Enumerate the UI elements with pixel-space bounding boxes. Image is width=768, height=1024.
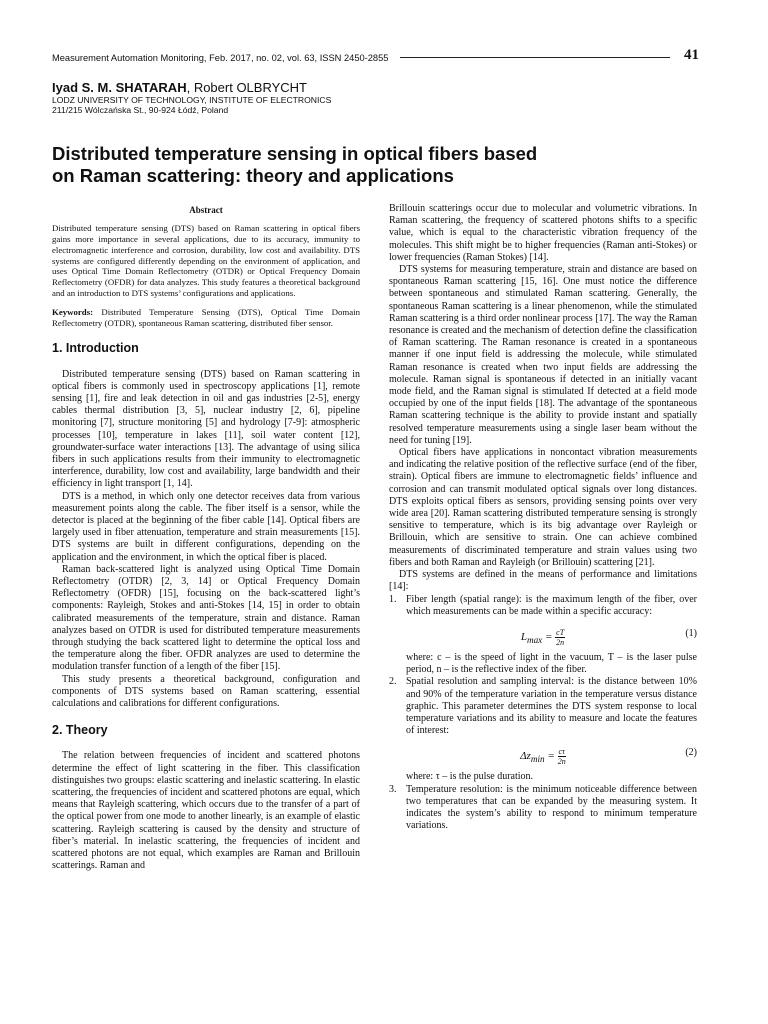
header-rule [400, 57, 670, 58]
performance-list [389, 594, 697, 618]
equals-sign: = [544, 630, 553, 643]
running-header [52, 49, 699, 69]
fraction-numerator: cT [556, 627, 565, 637]
equation-1 [389, 622, 697, 652]
list-item-text: Spatial resolution and sampling interval: is the distance between 10% and 90% of the temperature variation in the temperature versus distance graphic. This parameter determines the DTS system response to local temperature variations and its ability to measure and locate the features of interest: [406, 676, 697, 737]
title-line-2: on Raman scattering: theory and applications [52, 165, 454, 186]
equation-symbol: Δz [520, 750, 531, 763]
paragraph: Raman back-scattered light is analyzed using Optical Time Domain Reflectometry (OTDR) [2, 3, 14] or Optical Frequency Domain Reflectometry (OFDR) [15], focusing on the back-scattered light’s components: Rayleigh, Stokes and anti-Stokes [14, 15] in order to obtain calibrated measurements of the temperature, strain and distance. Raman analyzes based on OTDR is used for distributed temperature measurements through studying the back scattered light to determine the optical loss and the temperature along the fiber. OFDR analyzes are used to determine the modulation transfer function of a length of the fiber [15]. [52, 563, 360, 673]
paper-title [52, 143, 652, 187]
journal-info: Measurement Automation Monitoring, Feb. 2017, no. 02, vol. 63, ISSN 2450-2855 [52, 53, 389, 63]
equation-description: where: τ – is the pulse duration. [406, 771, 534, 783]
equation-symbol: L [520, 630, 527, 643]
author-secondary: , Robert OLBRYCHT [186, 80, 308, 95]
paragraph: The relation between frequencies of incident and scattered photons determine the effect of light scattering in the fiber. This classification distinguishes two groups: elastic scattering and inelastic scattering. In elastic scattering, the frequencies of incident and scattered photons are equal, which means that Rayleigh scattering, which occurs due to the transfer of a part of the optical power from one mode to another linearly, is an example of elastic scattering. Rayleigh scattering is caused by the density and structure of fiber’s material. In inelastic scattering, the frequencies of incident and scattered photons are not equal, which examples are Raman and Brillouin scatterings. Raman and [52, 750, 360, 872]
equals-sign: = [547, 750, 555, 763]
abstract-text: Distributed temperature sensing (DTS) based on Raman scattering in optical fibers gains more importance in several applications, due to its accuracy, immunity to electromagnetic interference and corrosion, durability, low cost and availability. DTS systems are configured differently depending on the environment of application, and uses Optical Time Domain Reflectometry (OTDR) or Optical Frequency Domain Reflectometry (OFDR) for data analyzes. This study features a theoretical background and an introduction to DTS systems’ configurations and applications. [52, 223, 360, 298]
list-item-text: Fiber length (spatial range): is the maximum length of the fiber, over which measurements can be made within a specific accuracy: [406, 593, 697, 617]
list-item [389, 594, 697, 618]
right-column [389, 203, 697, 832]
paragraph: Brillouin scatterings occur due to molecular and volumetric vibrations. In Raman scattering, the frequency of scattered photons shifts to a specific value, which is equal to the characteristic vibration frequency of the molecules. This shift might be to higher frequencies (Raman anti-Stokes) or lower frequencies (Raman Stokes) [14]. [389, 203, 697, 263]
paragraph: DTS systems for measuring temperature, strain and distance are based on spontaneous Raman scattering [15, 16]. One must notice the difference between spontaneous and stimulated Raman scattering. Generally, the spontaneous Raman scattering is a linear phenomenon, while the stimulated Raman scattering is a third order nonlinear process [17]. The way the Raman resonance is created and the mechanism of detection define the classification of Raman scattering. The Raman resonance is created in a spontaneous manner if one input field is addressing the molecule, while stimulated Raman resonance is created when two input fields are addressing the molecule. Raman signal is spontaneous if detected in an initially vacant mode field, and the Raman signal is stimulated If detected at a field mode occupied by one of the input fields [18]. The advantage of the spontaneous Raman scattering technique is the ability to provide instant and spatially resolved temperature measurements using a single laser beam without the need for tuning [19]. [389, 264, 697, 446]
address: 211/215 Wólczańska St., 90-924 Łódź, Poland [52, 105, 229, 115]
affiliation [52, 95, 331, 115]
paragraph: Optical fibers have applications in noncontact vibration measurements and indicating the relative position of the reflective surface (end of the fiber, strain). Optical fibers are immune to electromagnetic fields’ influence and corrosion and can transmit modulated optical signals over long distances. DTS exploits optical fibers as sensors, providing sensing points over very wide area [20]. Raman scattering distributed temperature sensing is strongly sensitive to temperature, which is its big advantage over Rayleigh or Brillouin, which are sensitive to strain. One can achieve combined measurements of discriminated temperature and strain values using two fibers and both Raman and Rayleigh (or Brillouin) scattering [21]. [389, 447, 697, 568]
performance-list-continued [389, 676, 697, 737]
fraction-numerator: cτ [558, 747, 565, 757]
equation-fraction [555, 628, 565, 647]
list-number: 2. [389, 676, 397, 688]
equation-subscript: min [530, 754, 545, 765]
paragraph: Distributed temperature sensing (DTS) based on Raman scattering in optical fibers is commonly used in spectroscopy applications [1], remote sensing [1], fire and leak detection in oil and gas industries [2-5], energy cables thermal distribution [3, 5], nuclear industry [2, 6], pipeline monitoring [7], structure monitoring [5] and hydrology [7-9]: atmospheric processes [10], temperature in lakes [11], soil water content [12], groundwater-surface water interactions [13]. The advantage of using silica fibers in such applications results from their immunity to electromagnetic interference, durability, low cost and availability, large bandwidth and their efficiency in light transport [1, 14]. [52, 368, 360, 490]
section-heading-introduction: 1. Introduction [52, 341, 139, 356]
author-primary: Iyad S. M. SHATARAH [52, 80, 187, 95]
equation-description: where: c – is the speed of light in the vacuum, T – is the laser pulse period, n – is the reflective index of the fiber. [406, 651, 697, 676]
list-number: 3. [389, 783, 397, 795]
equation-body [389, 628, 697, 647]
institution: LODZ UNIVERSITY OF TECHNOLOGY, INSTITUTE OF ELECTRONICS [52, 95, 332, 105]
list-item [389, 676, 697, 737]
title-line-1: Distributed temperature sensing in optical fibers based [52, 143, 538, 164]
list-item [389, 784, 697, 833]
keywords-label: Keywords: [52, 306, 94, 317]
abstract-heading: Abstract [189, 205, 223, 215]
equation-2 [389, 741, 697, 771]
paragraph: DTS is a method, in which only one detector receives data from various measurement points along the cable. The fiber itself is a sensor, while the detector is placed at the beginning of the fiber cable [14]. Optical fibers are largely used in fiber attenuation, temperature and strain measurements [15]. DTS systems are built in different configurations, depending on the application and the environment, in which the optical fiber is placed. [52, 490, 360, 563]
list-number: 1. [389, 593, 397, 605]
section-heading-theory: 2. Theory [52, 723, 108, 738]
keywords-text: Distributed Temperature Sensing (DTS), Optical Time Domain Reflectometry (OTDR), spontaneous Raman scattering, distributed fiber sensor. [52, 306, 360, 328]
equation-body [389, 747, 697, 766]
equation-number: (2) [685, 747, 697, 759]
equation-number: (1) [685, 627, 697, 639]
fraction-denominator: 2n [556, 637, 565, 647]
list-item-text: Temperature resolution: is the minimum noticeable difference between two temperatures that can be expanded by the measuring system. It indicates the system’s ability to respond to minimum temperature variations. [406, 783, 697, 832]
page-number: 41 [684, 47, 699, 63]
left-column [52, 203, 360, 873]
paragraph: DTS systems are defined in the means of performance and limitations [14]: [389, 569, 697, 593]
fraction-denominator: 2n [557, 757, 566, 767]
paragraph: This study presents a theoretical background, configuration and components of DTS systems based on Raman scattering, essential calculations and calibrations for different configurations. [52, 673, 360, 710]
keywords [52, 307, 360, 329]
performance-list-continued [389, 784, 697, 833]
equation-subscript: max [526, 635, 543, 646]
equation-fraction [558, 747, 566, 766]
authors [52, 80, 307, 95]
